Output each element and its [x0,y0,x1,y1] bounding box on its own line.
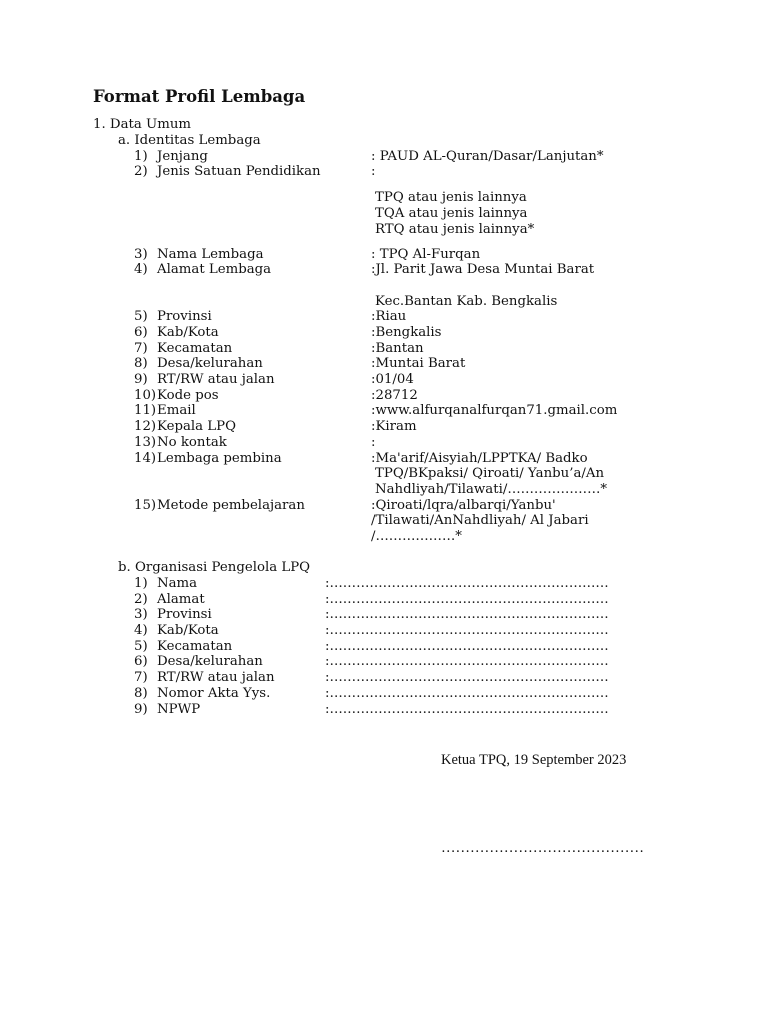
item-label: RT/RW atau jalan [157,372,275,387]
item-num: 2) [134,164,148,179]
item-value-continuation: Nahdliyah/Tilawati/…………………* [375,482,608,497]
item-num: 9) [134,372,148,387]
item-value: : TPQ Al-Furqan [371,247,481,262]
item-num: 15) [134,498,157,513]
item-label: Jenjang [157,149,208,164]
signature-line: …………………………………… [441,840,644,856]
section-heading: 1. Data Umum [93,117,191,132]
item-value: :Riau [371,309,407,324]
item-num: 7) [134,341,148,356]
item-value-continuation: Kec.Bantan Kab. Bengkalis [375,294,558,309]
item-num: 3) [134,247,148,262]
item-num: 8) [134,356,148,371]
item-label: Metode pembelajaran [157,498,305,513]
item-label: Nama Lembaga [157,247,264,262]
item-value-continuation: /………………* [371,529,462,544]
item-num: 1) [134,576,148,591]
item-num: 12) [134,419,157,434]
item-label: Jenis Satuan Pendidikan [157,164,321,179]
item-label: Lembaga pembina [157,451,282,466]
subsection-heading-a: a. Identitas Lembaga [118,133,261,148]
item-value: :Kiram [371,419,417,434]
item-value: : [371,435,376,450]
item-label: Alamat Lembaga [157,262,272,277]
item-value: :Bengkalis [371,325,442,340]
item-num: 10) [134,388,157,403]
item-num: 5) [134,309,148,324]
item-label: Nomor Akta Yys. [157,686,271,701]
item-num: 14) [134,451,157,466]
item-value-continuation: TPQ/BKpaksi/ Qiroati/ Yanbu’a/An [375,466,605,481]
item-value: :Qiroati/lqra/albarqi/Yanbu' [371,498,556,513]
item-label: Email [157,403,196,418]
item-num: 6) [134,325,148,340]
item-value: :28712 [371,388,418,403]
item-value: :01/04 [371,372,414,387]
item-num: 4) [134,262,148,277]
page-title: Format Profil Lembaga [93,87,306,106]
item-num: 7) [134,670,148,685]
item-label: Provinsi [157,607,212,622]
item-value: :Bantan [371,341,424,356]
item-num: 3) [134,607,148,622]
item-label: Kepala LPQ [157,419,236,434]
item-value-blank: :……………………………………………………… [325,670,609,685]
item-num: 11) [134,403,157,418]
item-num: 8) [134,686,148,701]
item-label: RT/RW atau jalan [157,670,275,685]
item-label: Kode pos [157,388,219,403]
item-num: 2) [134,592,148,607]
signature-place-date: Ketua TPQ, 19 September 2023 [441,752,627,768]
item-value-blank: :……………………………………………………… [325,623,609,638]
item-value: :Jl. Parit Jawa Desa Muntai Barat [371,262,595,277]
item-value-blank: :……………………………………………………… [325,607,609,622]
item-label: Nama [157,576,198,591]
item-label: Alamat [157,592,205,607]
subsection-heading-b: b. Organisasi Pengelola LPQ [118,560,311,575]
item-value-blank: :……………………………………………………… [325,576,609,591]
item-value-blank: :……………………………………………………… [325,686,609,701]
item-value-continuation: RTQ atau jenis lainnya* [375,222,535,237]
item-value-blank: :……………………………………………………… [325,639,609,654]
item-label: NPWP [157,702,201,717]
item-label: Kecamatan [157,639,233,654]
item-value-blank: :……………………………………………………… [325,702,609,717]
item-value-continuation: TQA atau jenis lainnya [375,206,528,221]
item-num: 6) [134,654,148,669]
item-label: Kab/Kota [157,623,219,638]
item-value-continuation: TPQ atau jenis lainnya [375,190,527,205]
item-value: :Ma'arif/Aisyiah/LPPTKA/ Badko [371,451,588,466]
item-value: : [371,164,376,179]
item-label: Kab/Kota [157,325,219,340]
item-label: Kecamatan [157,341,233,356]
item-num: 1) [134,149,148,164]
item-value: :Muntai Barat [371,356,466,371]
item-label: Desa/kelurahan [157,654,263,669]
item-value-blank: :……………………………………………………… [325,654,609,669]
item-num: 13) [134,435,157,450]
item-value-blank: :……………………………………………………… [325,592,609,607]
item-num: 9) [134,702,148,717]
item-label: Desa/kelurahan [157,356,263,371]
item-num: 5) [134,639,148,654]
item-value: : PAUD AL-Quran/Dasar/Lanjutan* [371,149,604,164]
item-label: Provinsi [157,309,212,324]
item-value: :www.alfurqanalfurqan71.gmail.com [371,403,618,418]
item-value-continuation: /Tilawati/AnNahdliyah/ Al Jabari [371,513,589,528]
item-num: 4) [134,623,148,638]
item-label: No kontak [157,435,227,450]
